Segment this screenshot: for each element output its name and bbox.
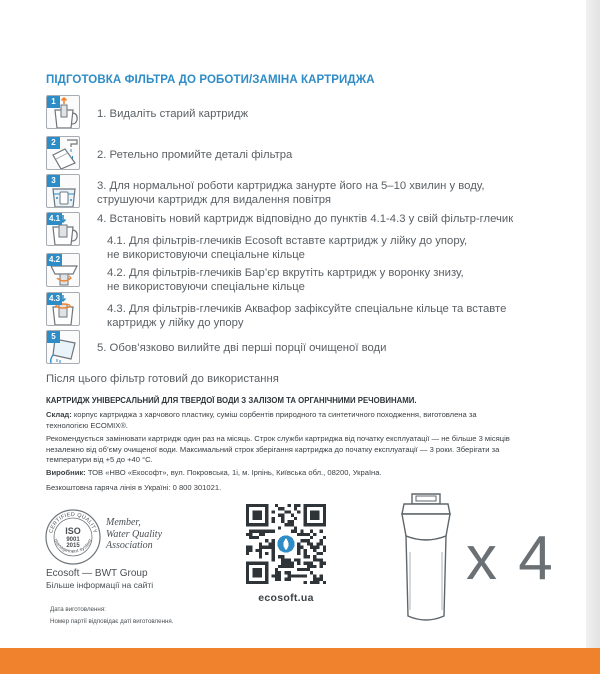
iso-badge-bottom-text: management system: [52, 538, 94, 555]
rinse-parts-icon: 2: [46, 136, 80, 170]
production-date: Дата виготовлення:: [50, 606, 106, 613]
product-headline: КАРТРИДЖ УНІВЕРСАЛЬНИЙ ДЛЯ ТВЕРДОЇ ВОДИ З ЗАЛІЗОМ ТА ОРГАНІЧНИМИ РЕЧОВИНАМИ.: [46, 396, 417, 405]
page-edge-shadow: [586, 0, 600, 648]
hotline: Безкоштовна гаряча лінія в Україні: 0 800 301021.: [46, 483, 222, 492]
ring-cartridge-aquaphor-icon: 4.3: [46, 292, 80, 326]
manufacturer: Виробник: ТОВ «НВО «Екософт», вул. Покровська, 1і, м. Ірпінь, Київська обл., 08200, Україна.: [46, 468, 382, 477]
ready-note: Після цього фільтр готовий до використання: [46, 373, 279, 385]
screw-cartridge-barrier-icon: 4.2: [46, 253, 80, 287]
iso-badge-number: 9001: [66, 537, 80, 543]
replacement-recommendation: Рекомендується замінювати картридж один раз на місяць. Строк служби картриджа від початку експлуатації — не більше 3 місяців незалежно від об’єму очищеної води. Максимальний строк зберігання картриджа до початку експлуатації — 3 роки. Зберігати за температури від +5 до +40 °С.: [46, 434, 510, 464]
qr-code[interactable]: [246, 504, 326, 584]
more-info-note: Більше інформації на сайті: [46, 580, 154, 590]
quantity-label: x 4: [466, 524, 555, 593]
iso-badge-iso: ISO: [65, 526, 81, 536]
pour-water-icon: 5: [46, 330, 80, 364]
section-title: ПІДГОТОВКА ФІЛЬТРА ДО РОБОТИ/ЗАМІНА КАРТРИДЖА: [46, 74, 375, 86]
soak-cartridge-icon: 3: [46, 174, 80, 208]
product-info: [46, 396, 558, 407]
iso-badge-top-text: CERTIFIED QUALITY: [48, 511, 98, 534]
insert-cartridge-ecosoft-icon: 4.1: [46, 212, 80, 246]
website-link[interactable]: ecosoft.ua: [258, 592, 314, 604]
iso-badge-year: 2015: [66, 543, 80, 549]
remove-cartridge-icon: 1: [46, 95, 80, 129]
group-name: Ecosoft — BWT Group: [46, 568, 148, 579]
batch-number: Номер партії відповідає даті виготовлення.: [50, 618, 174, 625]
iso-badge: [44, 508, 102, 571]
orange-footer-band: [0, 648, 600, 674]
composition: Склад: корпус картриджа з харчового пластику, суміш сорбентів природного та синтетичного походження, виготовлена за технологією ECOMIX®.: [46, 410, 477, 430]
cartridge-illustration: [390, 492, 462, 631]
wqa-member: Member, Water Quality Association: [106, 517, 163, 551]
